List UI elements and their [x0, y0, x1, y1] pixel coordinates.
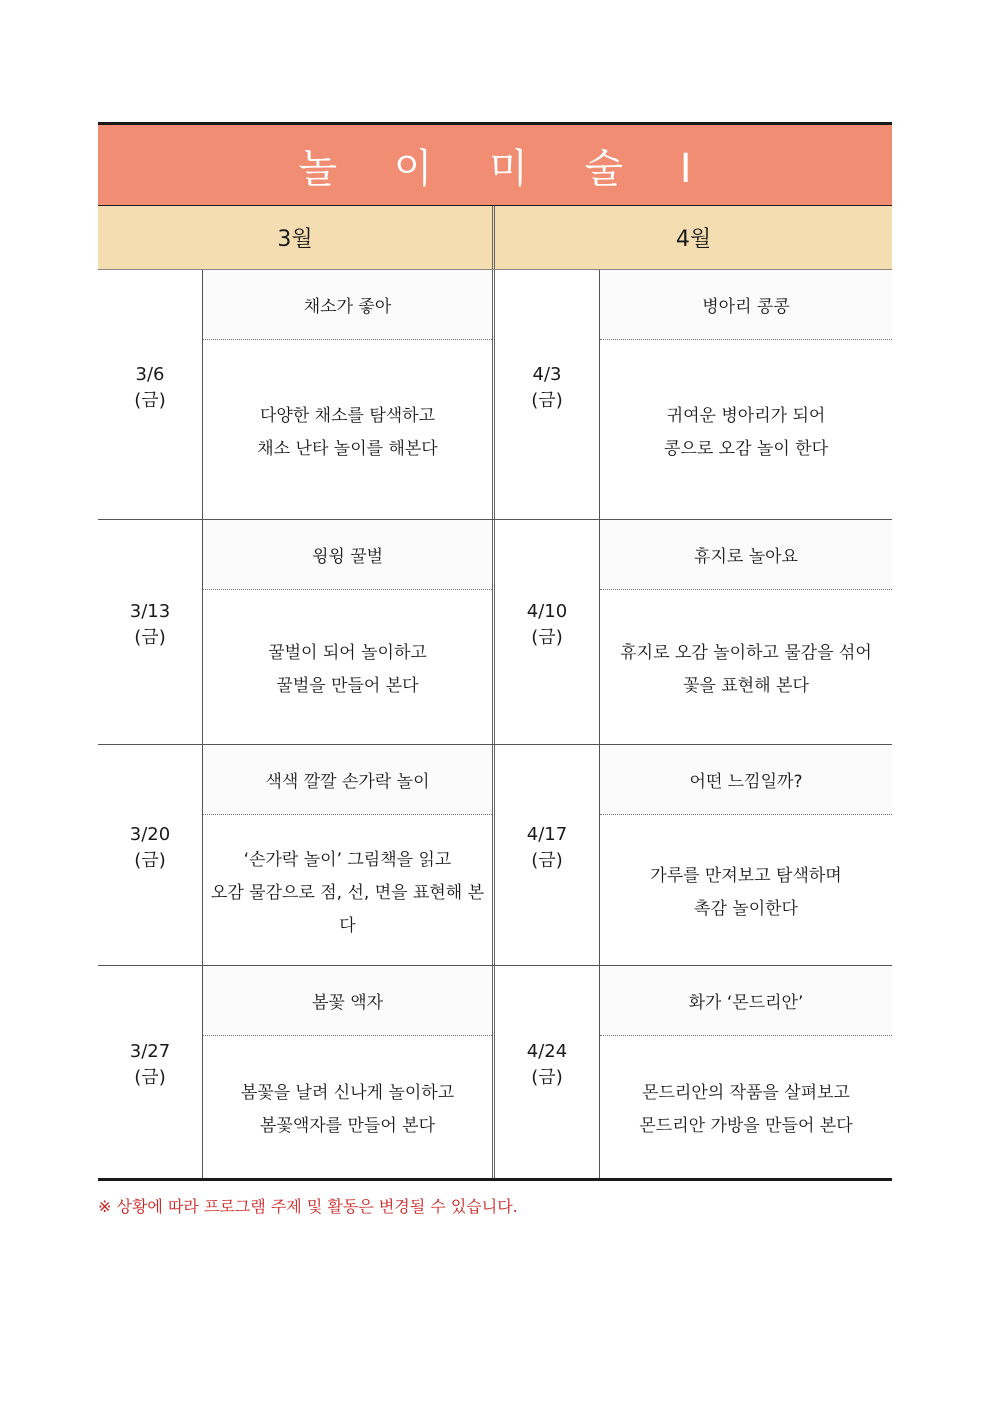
activity-cell — [600, 520, 892, 744]
activity-title: 병아리 콩콩 — [600, 270, 892, 340]
month-header-march: 3월 — [98, 206, 495, 269]
week-row-1 — [98, 270, 892, 520]
activity-description — [203, 590, 492, 744]
date-label: 4/17 — [526, 824, 568, 845]
activity-cell — [203, 745, 492, 965]
week-row-2 — [98, 520, 892, 745]
april-week-3 — [495, 745, 892, 965]
date-label: 3/6 — [135, 363, 165, 385]
description-line: 가루를 만져보고 탐색하며 — [650, 866, 842, 886]
description-line: 봄꽃액자를 만들어 본다 — [259, 1116, 436, 1136]
activity-cell — [203, 270, 492, 519]
april-week-2 — [495, 520, 892, 744]
activity-title: 채소가 좋아 — [203, 270, 492, 340]
day-label: (금) — [134, 850, 166, 871]
activity-cell — [600, 745, 892, 965]
description-line: 귀여운 병아리가 되어 — [666, 405, 826, 426]
week-row-4 — [98, 966, 892, 1181]
description-line: 채소 난타 놀이를 해본다 — [257, 438, 438, 459]
week-row-3 — [98, 745, 892, 966]
date-cell — [98, 520, 203, 744]
activity-title: 봄꽃 액자 — [203, 966, 492, 1036]
month-header-april: 4월 — [675, 227, 712, 252]
page-title: 놀 이 미 술 Ⅰ — [98, 122, 892, 206]
date-label: 4/3 — [532, 363, 562, 385]
date-label: 3/27 — [129, 1041, 171, 1062]
march-week-1 — [98, 270, 495, 519]
activity-cell — [203, 520, 492, 744]
description-line: 오감 물감으로 점, 선, 면을 표현해 본다 — [210, 882, 485, 936]
description-line: 콩으로 오감 놀이 한다 — [663, 438, 828, 459]
date-label: 3/20 — [129, 824, 171, 845]
day-label: (금) — [531, 850, 563, 871]
description-line: 다양한 채소를 탐색하고 — [259, 405, 436, 426]
activity-title: 윙윙 꿀벌 — [203, 520, 492, 590]
activity-title: 어떤 느낌일까? — [600, 745, 892, 815]
schedule-table — [98, 122, 892, 1181]
activity-description — [600, 1036, 892, 1178]
activity-description — [600, 590, 892, 744]
march-week-3 — [98, 745, 495, 965]
activity-description — [600, 340, 892, 519]
april-week-4 — [495, 966, 892, 1178]
day-label: (금) — [531, 1067, 563, 1088]
day-label: (금) — [134, 1067, 166, 1088]
description-line: ‘손가락 놀이’ 그림책을 읽고 — [243, 849, 452, 870]
march-week-2 — [98, 520, 495, 744]
day-label: (금) — [531, 389, 563, 411]
activity-title: 화가 ‘몬드리안’ — [600, 966, 892, 1036]
date-cell — [98, 966, 203, 1178]
description-line: 꽃을 표현해 본다 — [683, 676, 809, 696]
month-header-row — [98, 206, 892, 270]
march-week-4 — [98, 966, 495, 1178]
description-line: 꿀벌을 만들어 본다 — [276, 676, 419, 696]
april-week-1 — [495, 270, 892, 519]
date-cell — [495, 270, 600, 519]
description-line: 봄꽃을 날려 신나게 놀이하고 — [240, 1083, 455, 1103]
description-line: 꿀벌이 되어 놀이하고 — [268, 643, 427, 663]
activity-title: 색색 깔깔 손가락 놀이 — [203, 745, 492, 815]
description-line: 휴지로 오감 놀이하고 물감을 섞어 — [620, 643, 872, 663]
date-cell — [495, 745, 600, 965]
date-label: 3/13 — [129, 601, 171, 622]
activity-description — [600, 815, 892, 965]
activity-cell — [600, 270, 892, 519]
date-cell — [495, 966, 600, 1178]
date-label: 4/10 — [526, 601, 568, 622]
activity-description — [203, 815, 492, 965]
date-label: 4/24 — [526, 1041, 568, 1062]
footnote: ※ 상황에 따라 프로그램 주제 및 활동은 변경될 수 있습니다. — [98, 1197, 518, 1216]
day-label: (금) — [531, 627, 563, 648]
date-cell — [98, 745, 203, 965]
date-cell — [98, 270, 203, 519]
day-label: (금) — [134, 627, 166, 648]
activity-description — [203, 340, 492, 519]
activity-cell — [203, 966, 492, 1178]
activity-cell — [600, 966, 892, 1178]
activity-title: 휴지로 놀아요 — [600, 520, 892, 590]
day-label: (금) — [134, 389, 166, 411]
description-line: 몬드리안 가방을 만들어 본다 — [639, 1116, 853, 1136]
description-line: 촉감 놀이한다 — [694, 899, 798, 919]
description-line: 몬드리안의 작품을 살펴보고 — [642, 1083, 850, 1103]
date-cell — [495, 520, 600, 744]
activity-description — [203, 1036, 492, 1178]
